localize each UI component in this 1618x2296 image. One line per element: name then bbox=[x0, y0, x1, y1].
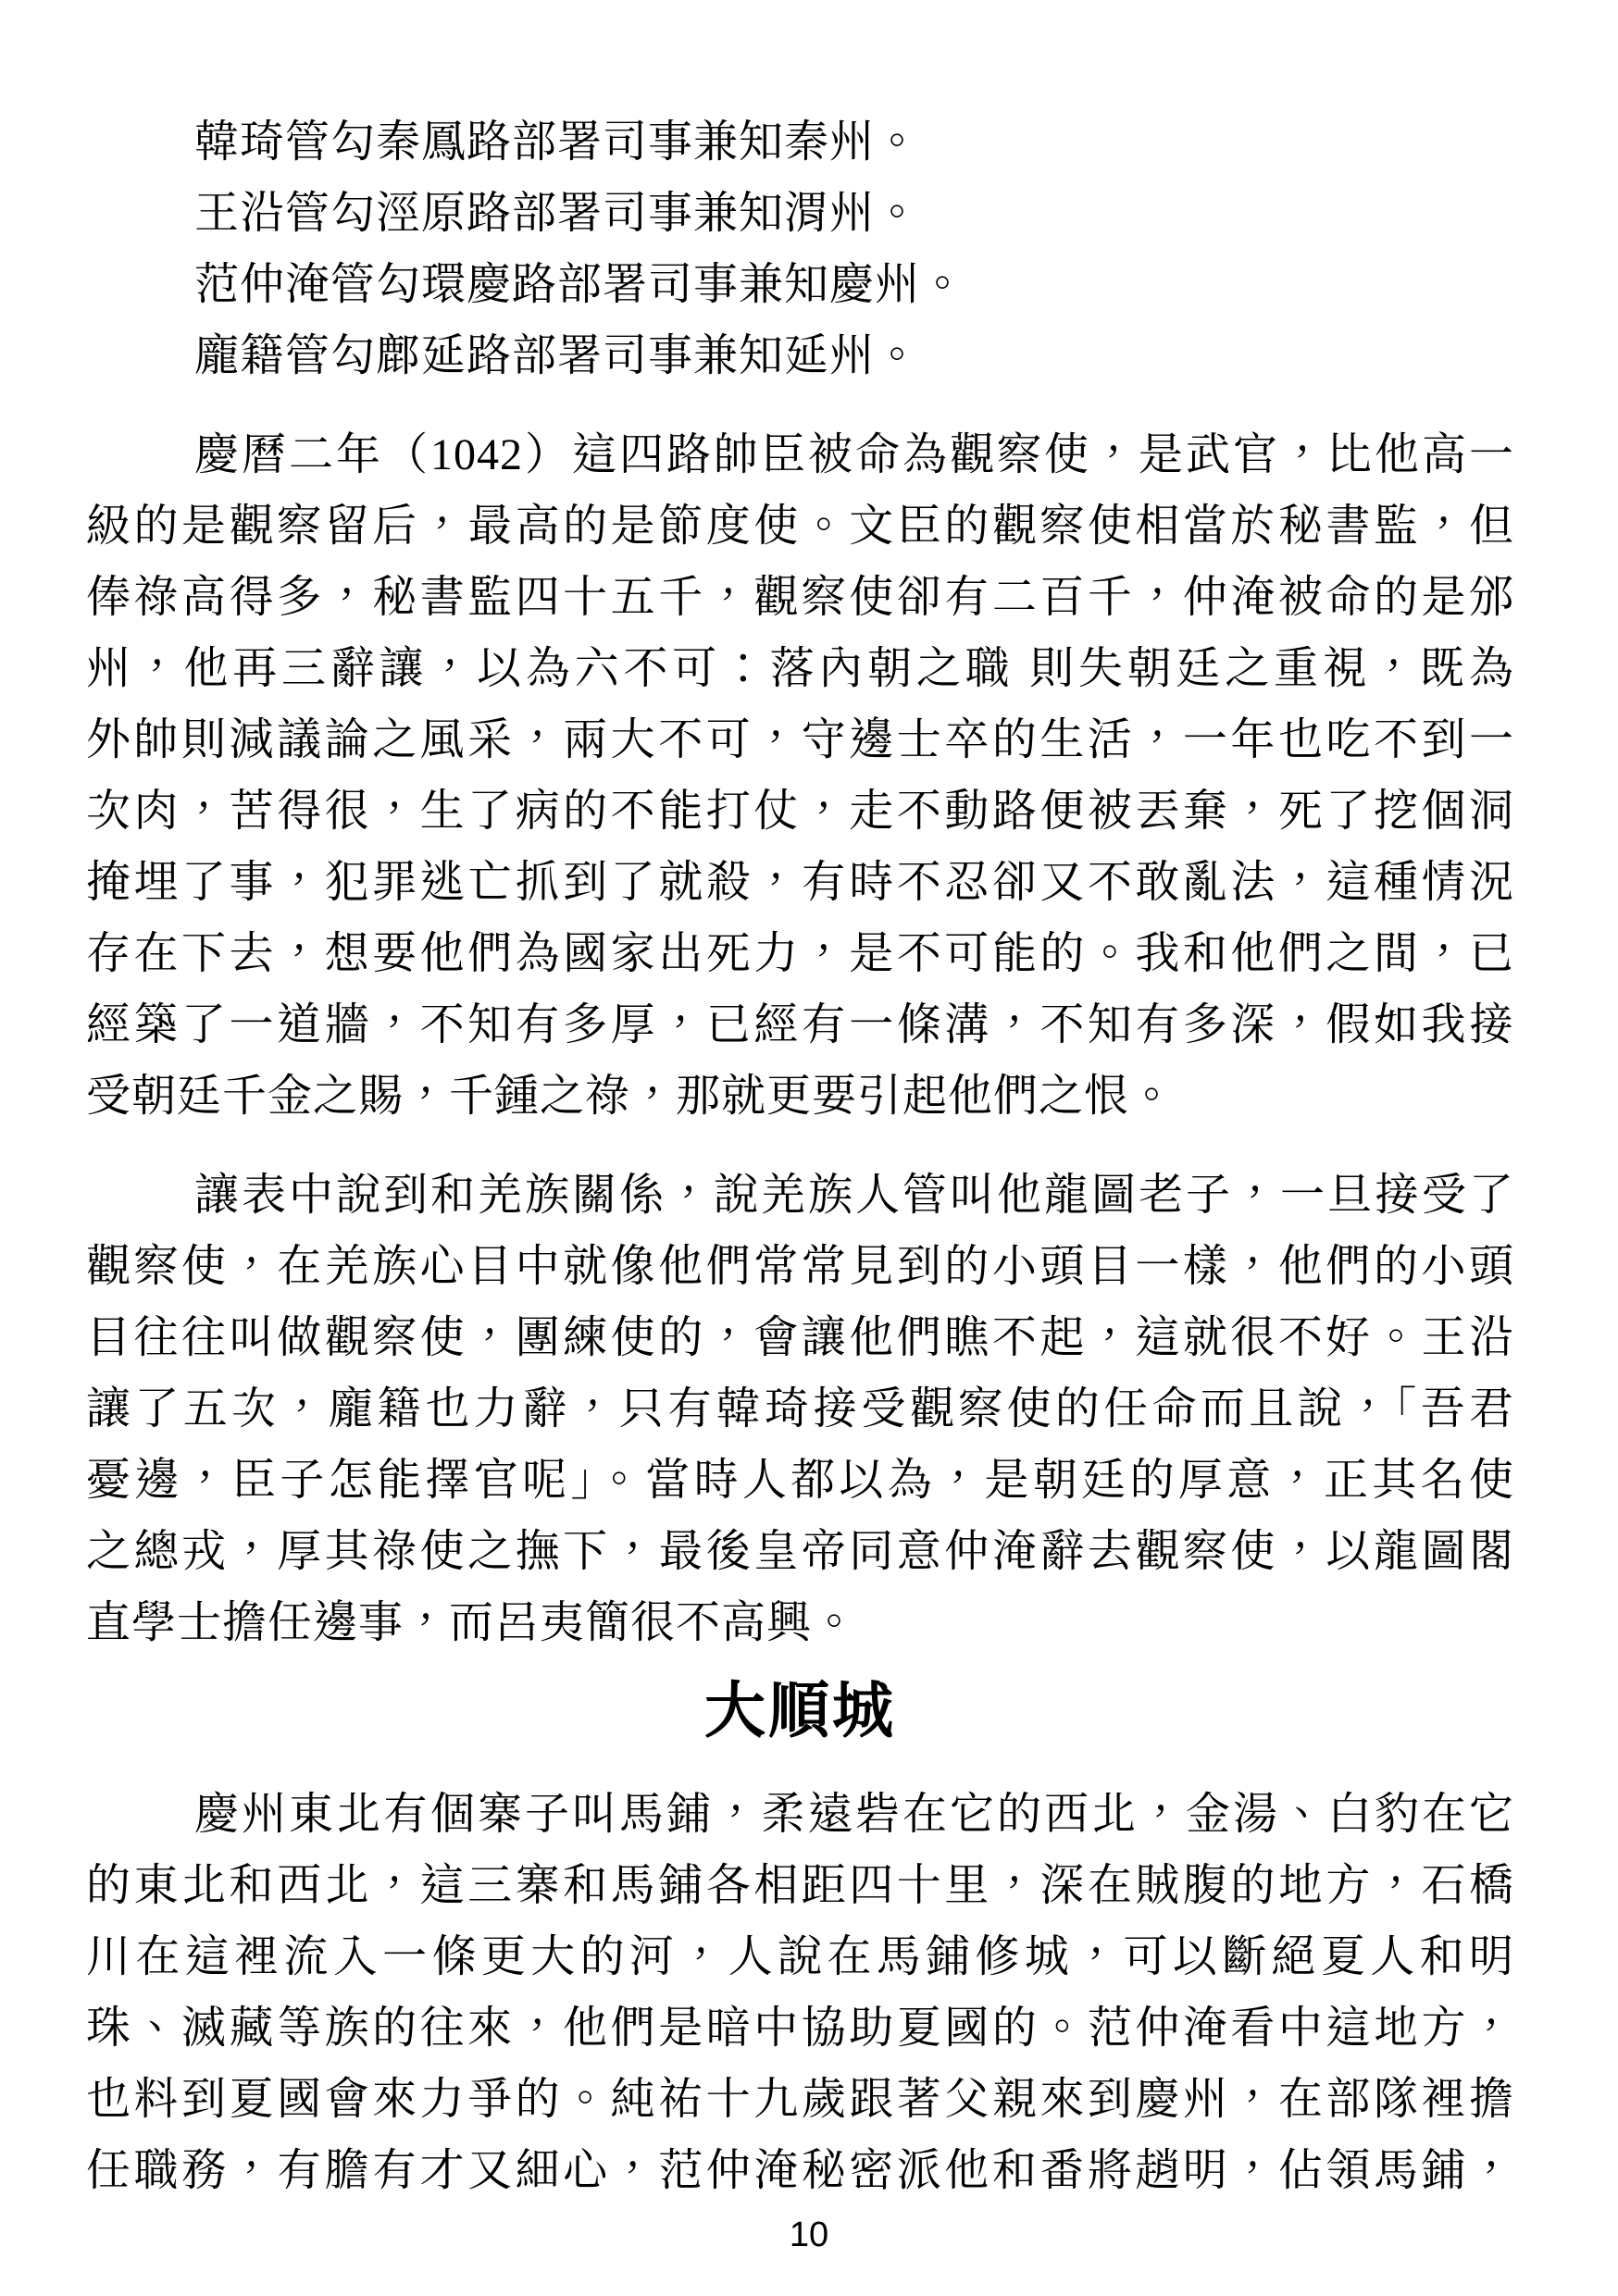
text-line: 俸祿高得多，秘書監四十五千，觀察使卻有二百千，仲淹被命的是邠 bbox=[86, 573, 1514, 622]
text-line: 經築了一道牆，不知有多厚，已經有一條溝，不知有多深，假如我接 bbox=[86, 1000, 1514, 1049]
text-line: 珠、滅藏等族的往來，他們是暗中協助夏國的。范仲淹看中這地方， bbox=[86, 2004, 1514, 2053]
text-line: 的東北和西北，這三寨和馬鋪各相距四十里，深在賊腹的地方，石橋 bbox=[86, 1861, 1514, 1910]
text-line: 目往往叫做觀察使，團練使的，會讓他們瞧不起，這就很不好。王沿 bbox=[86, 1313, 1514, 1362]
text-line: 王沿管勾涇原路部署司事兼知渭州。 bbox=[194, 189, 921, 238]
text-line: 存在下去，想要他們為國家出死力，是不可能的。我和他們之間，已 bbox=[86, 929, 1514, 978]
text-line: 州，他再三辭讓，以為六不可：落內朝之職 則失朝廷之重視，既為 bbox=[86, 644, 1514, 693]
text-line: 觀察使，在羌族心目中就像他們常常見到的小頭目一樣，他們的小頭 bbox=[86, 1242, 1514, 1291]
section-heading: 大順城 bbox=[704, 1678, 896, 1745]
text-line: 次肉，苦得很，生了病的不能打仗，走不動路便被丟棄，死了挖個洞 bbox=[86, 787, 1514, 836]
text-line: 慶曆二年（1042）這四路帥臣被命為觀察使，是武官，比他高一 bbox=[194, 430, 1514, 479]
text-line: 級的是觀察留后，最高的是節度使。文臣的觀察使相當於秘書監，但 bbox=[86, 502, 1514, 551]
page-number: 10 bbox=[789, 2215, 829, 2254]
paragraph bbox=[86, 1779, 1514, 2206]
text-line: 之總戎，厚其祿使之撫下，最後皇帝同意仲淹辭去觀察使，以龍圖閣 bbox=[86, 1527, 1514, 1576]
text-line: 川在這裡流入一條更大的河，人說在馬鋪修城，可以斷絕夏人和明 bbox=[86, 1932, 1514, 1981]
text-line: 憂邊，臣子怎能擇官呢」。當時人都以為，是朝廷的厚意，正其名使 bbox=[86, 1456, 1514, 1505]
text-line: 讓表中說到和羌族關係，說羌族人管叫他龍圖老子，一旦接受了 bbox=[194, 1171, 1514, 1220]
text-line: 也料到夏國會來力爭的。純祐十九歲跟著父親來到慶州，在部隊裡擔 bbox=[86, 2075, 1514, 2124]
text-line: 直學士擔任邊事，而呂夷簡很不高興。 bbox=[86, 1598, 858, 1647]
paragraph bbox=[86, 419, 1514, 1132]
text-line: 受朝廷千金之賜，千鍾之祿，那就更要引起他們之恨。 bbox=[86, 1072, 1176, 1121]
text-line: 范仲淹管勾環慶路部署司事兼知慶州。 bbox=[194, 260, 966, 309]
text-line: 任職務，有膽有才又細心，范仲淹秘密派他和番將趙明，佔領馬鋪， bbox=[86, 2146, 1514, 2195]
paragraph bbox=[86, 1160, 1514, 1658]
page-footer bbox=[0, 2215, 1618, 2254]
text-line: 外帥則減議論之風采，兩大不可，守邊士卒的生活，一年也吃不到一 bbox=[86, 715, 1514, 764]
text-line: 掩埋了事，犯罪逃亡抓到了就殺，有時不忍卻又不敢亂法，這種情況 bbox=[86, 858, 1514, 907]
text-line: 韓琦管勾秦鳳路部署司事兼知秦州。 bbox=[194, 118, 921, 167]
text-line: 讓了五次，龐籍也力辭，只有韓琦接受觀察使的任命而且說，「吾君 bbox=[86, 1384, 1514, 1433]
appointment-list bbox=[86, 106, 1514, 391]
text-line: 慶州東北有個寨子叫馬鋪，柔遠砦在它的西北，金湯、白豹在它 bbox=[194, 1790, 1514, 1839]
text-line: 龐籍管勾鄜延路部署司事兼知延州。 bbox=[194, 331, 921, 380]
